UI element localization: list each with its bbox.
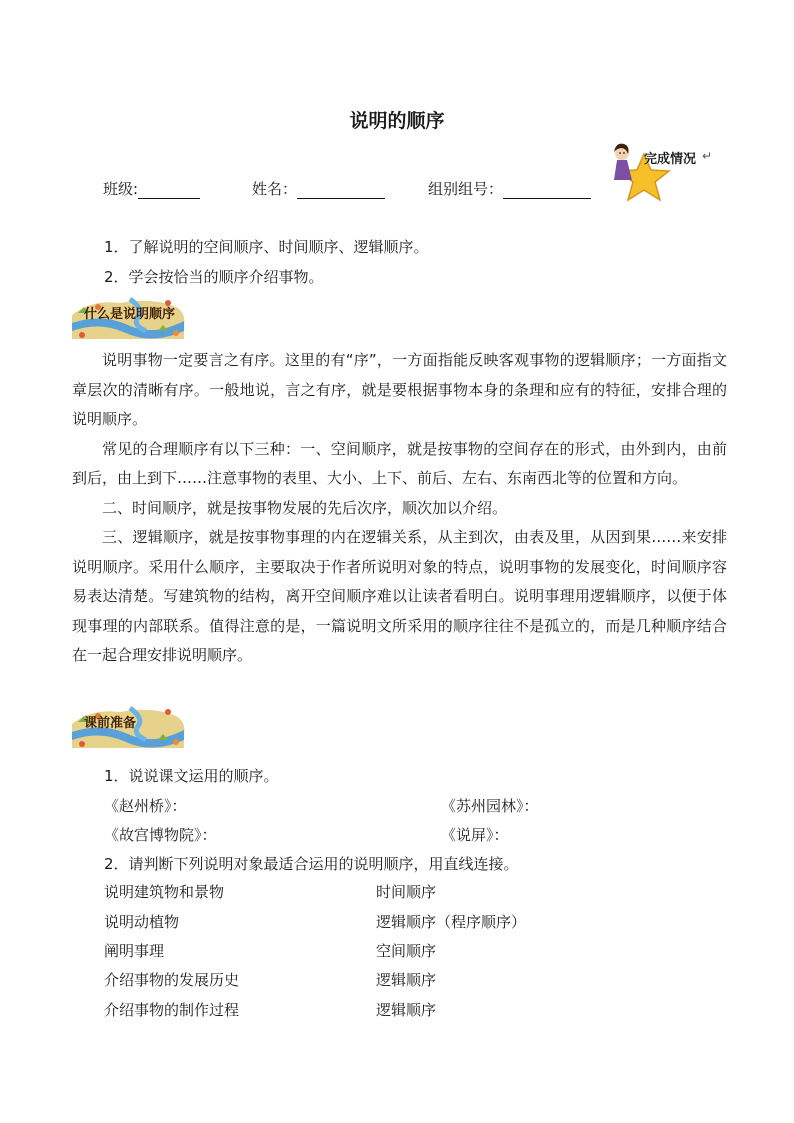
name-blank[interactable] [297,182,385,199]
group-blank[interactable] [503,182,591,199]
section2-title: 课前准备 [84,716,137,731]
paragraph-4: 三、逻辑顺序，就是按事物事理的内在逻辑关系，从主到次，由表及里，从因到果……来安排说明顺序。采用什么顺序，主要取决于作者所说明对象的特点，说明事物的发展变化，时间顺序容易表达清楚。写建筑物的结构，离开空间顺序难以让读者看明白。说明事理用逻辑顺序，以便于体现事理的内部联系。值得注意的是，一篇说明文所采用的顺序往往不是孤立的，而是几种顺序结合在一起合理安排说明顺序。 [72,528,727,664]
q2-right-item: 逻辑顺序（程序顺序） [376,913,527,931]
completion-label: 完成情况 [644,152,697,167]
class-field [103,178,200,199]
class-blank[interactable] [138,182,200,199]
paragraph-3: 二、时间顺序，就是按事物发展的先后次序，顺次加以介绍。 [102,498,508,517]
q2-prompt: 2．请判断下列说明对象最适合运用的说明顺序，用直线连接。 [104,855,519,873]
q1-item: 《苏州园林》： [441,797,539,815]
objective-1: 1．了解说明的空间顺序、时间顺序、逻辑顺序。 [104,238,429,256]
q2-right-item: 空间顺序 [376,942,437,960]
q1-item: 《故宫博物院》： [104,826,217,844]
section1-body [72,346,727,671]
completion-badge [606,140,716,204]
q2-right-item: 时间顺序 [376,883,437,901]
q2-left-item: 说明动植物 [104,913,180,931]
q1-item: 《说屏》： [441,826,509,844]
group-field [428,178,591,199]
q2-left-item: 阐明事理 [104,942,165,960]
objective-2: 2．学会按恰当的顺序介绍事物。 [104,268,324,286]
page-title: 说明的顺序 [349,110,445,132]
q2-right-item: 逻辑顺序 [376,1001,437,1019]
q2-right-item: 逻辑顺序 [376,971,437,989]
q1-prompt: 1．说说课文运用的顺序。 [104,767,279,785]
section1-title: 什么是说明顺序 [84,307,176,322]
class-label: 班级: [103,180,139,198]
group-label: 组别组号： [428,180,504,198]
paragraph-1: 说明事物一定要言之有序。这里的有“序”，一方面指能反映客观事物的逻辑顺序；一方面指文章层次的清晰有序。一般地说，言之有序，就是要根据事物本身的条理和应有的特征，安排合理的说明顺序。 [72,351,727,428]
q1-item: 《赵州桥》： [104,797,187,815]
return-mark-icon: ↵ [702,149,713,163]
paragraph-2: 常见的合理顺序有以下三种：一、空间顺序，就是按事物的空间存在的形式，由外到内，由前到后，由上到下……注意事物的表里、大小、上下、前后、左右、东南西北等的位置和方向。 [72,439,727,487]
q2-left-item: 介绍事物的制作过程 [104,1001,240,1019]
name-label: 姓名： [252,180,298,198]
section-badge-preparation [72,704,190,748]
name-field [252,178,385,199]
q2-left-item: 介绍事物的发展历史 [104,971,240,989]
q2-left-item: 说明建筑物和景物 [104,883,225,901]
section-badge-what-is-order [72,295,190,339]
